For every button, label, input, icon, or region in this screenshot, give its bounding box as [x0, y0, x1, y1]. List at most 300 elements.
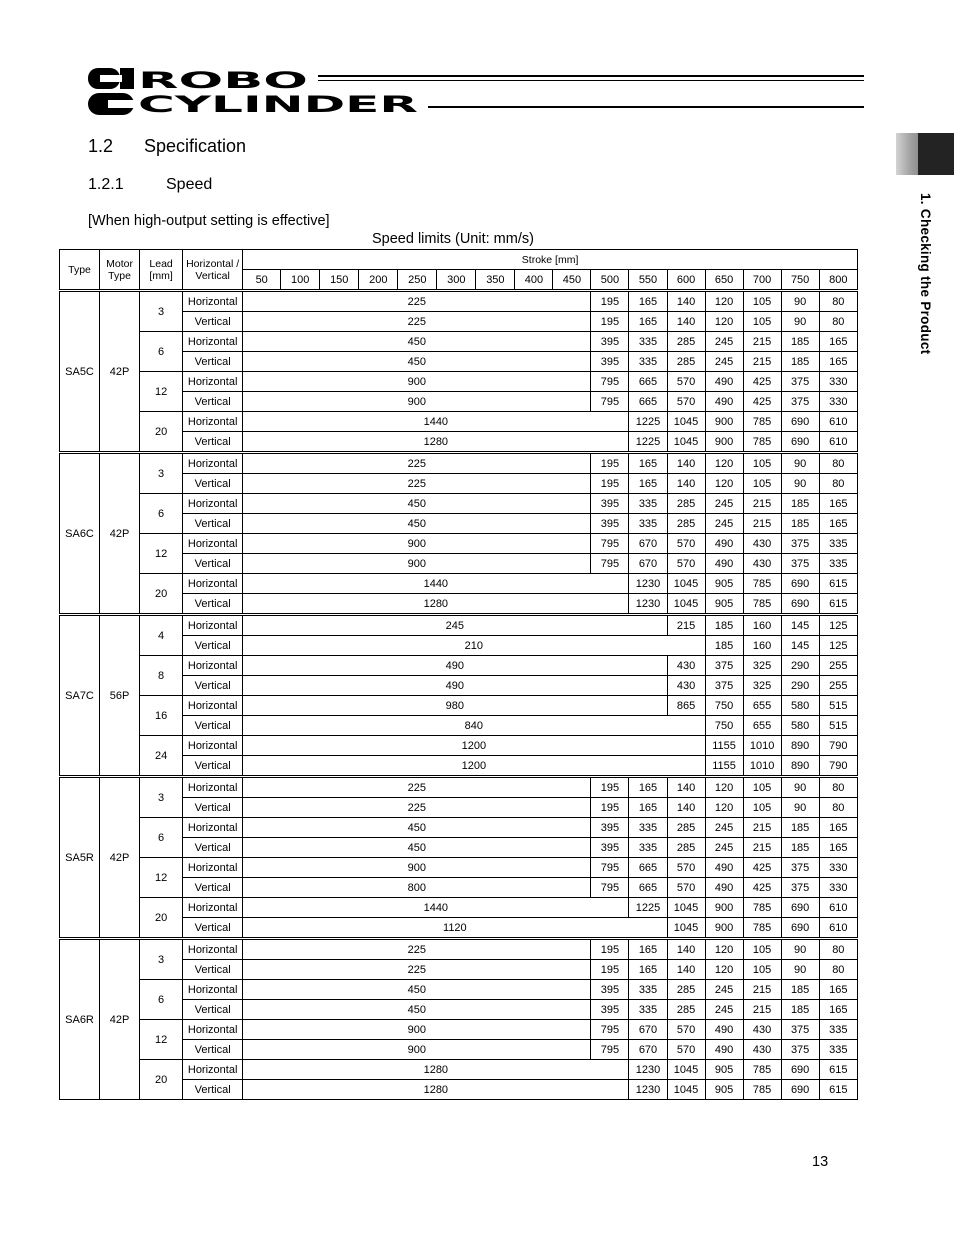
- orientation-cell: Vertical: [183, 636, 243, 656]
- speed-cell: 900: [243, 534, 591, 554]
- speed-cell: 215: [743, 514, 781, 534]
- lead-cell: 20: [140, 1060, 183, 1100]
- lead-cell: 4: [140, 615, 183, 656]
- orientation-cell: Horizontal: [183, 736, 243, 756]
- orientation-cell: Vertical: [183, 352, 243, 372]
- stroke-header-cell: 550: [629, 270, 667, 291]
- speed-cell: 610: [819, 432, 857, 453]
- speed-cell: 335: [629, 332, 667, 352]
- side-tab-gradient: [896, 133, 918, 175]
- speed-cell: 1280: [243, 1060, 629, 1080]
- orientation-cell: Vertical: [183, 838, 243, 858]
- speed-cell: 490: [705, 554, 743, 574]
- speed-cell: 125: [819, 636, 857, 656]
- speed-cell: 195: [591, 777, 629, 798]
- table-row: [60, 736, 858, 756]
- speed-cell: 120: [705, 798, 743, 818]
- orientation-cell: Vertical: [183, 392, 243, 412]
- speed-cell: 785: [743, 574, 781, 594]
- speed-cell: 165: [629, 312, 667, 332]
- section-heading: [88, 136, 246, 157]
- speed-cell: 335: [819, 1040, 857, 1060]
- speed-cell: 1280: [243, 594, 629, 615]
- speed-cell: 325: [743, 656, 781, 676]
- speed-cell: 335: [819, 554, 857, 574]
- speed-cell: 165: [819, 1000, 857, 1020]
- motor-cell: 42P: [100, 453, 140, 615]
- type-cell: SA5R: [60, 777, 100, 939]
- speed-cell: 285: [667, 494, 705, 514]
- motor-cell: 42P: [100, 777, 140, 939]
- speed-cell: 490: [243, 656, 667, 676]
- speed-cell: 140: [667, 291, 705, 312]
- speed-cell: 690: [781, 918, 819, 939]
- table-row: [60, 615, 858, 636]
- lead-cell: 3: [140, 777, 183, 818]
- speed-cell: 165: [819, 818, 857, 838]
- header-lead: Lead [mm]: [140, 250, 183, 291]
- lead-cell: 16: [140, 696, 183, 736]
- speed-cell: 1225: [629, 898, 667, 918]
- speed-cell: 395: [591, 332, 629, 352]
- speed-cell: 375: [705, 656, 743, 676]
- speed-cell: 785: [743, 1060, 781, 1080]
- lead-cell: 24: [140, 736, 183, 777]
- side-tab-block: [918, 133, 954, 175]
- table-row: [60, 574, 858, 594]
- speed-cell: 225: [243, 453, 591, 474]
- orientation-cell: Horizontal: [183, 574, 243, 594]
- speed-cell: 215: [743, 838, 781, 858]
- speed-cell: 425: [743, 878, 781, 898]
- table-row: [60, 858, 858, 878]
- table-row: [60, 291, 858, 312]
- speed-cell: 1230: [629, 594, 667, 615]
- speed-cell: 450: [243, 818, 591, 838]
- speed-cell: 900: [243, 372, 591, 392]
- speed-cell: 790: [819, 736, 857, 756]
- speed-cell: 80: [819, 939, 857, 960]
- orientation-cell: Horizontal: [183, 372, 243, 392]
- speed-cell: 690: [781, 594, 819, 615]
- header-type: Type: [60, 250, 100, 291]
- speed-cell: 195: [591, 474, 629, 494]
- speed-cell: 245: [705, 1000, 743, 1020]
- model-group: [60, 777, 858, 939]
- table-row: [60, 332, 858, 352]
- speed-cell: 1045: [667, 574, 705, 594]
- speed-cell: 285: [667, 838, 705, 858]
- speed-cell: 900: [243, 1040, 591, 1060]
- lead-cell: 12: [140, 372, 183, 412]
- speed-cell: 1230: [629, 1060, 667, 1080]
- speed-cell: 375: [781, 1040, 819, 1060]
- speed-cell: 750: [705, 716, 743, 736]
- speed-cell: 215: [743, 494, 781, 514]
- orientation-cell: Horizontal: [183, 615, 243, 636]
- speed-cell: 165: [629, 474, 667, 494]
- section-number: 1.2: [88, 136, 114, 156]
- speed-cell: 1010: [743, 756, 781, 777]
- speed-cell: 125: [819, 615, 857, 636]
- table-row: [60, 1020, 858, 1040]
- stroke-header-cell: 150: [320, 270, 359, 291]
- speed-cell: 120: [705, 777, 743, 798]
- speed-cell: 450: [243, 1000, 591, 1020]
- speed-limits-table: [59, 249, 858, 1100]
- speed-cell: 185: [781, 838, 819, 858]
- speed-cell: 225: [243, 798, 591, 818]
- orientation-cell: Vertical: [183, 594, 243, 615]
- speed-cell: 430: [743, 554, 781, 574]
- speed-cell: 610: [819, 412, 857, 432]
- speed-cell: 490: [705, 858, 743, 878]
- speed-cell: 215: [743, 818, 781, 838]
- speed-cell: 1010: [743, 736, 781, 756]
- speed-cell: 1045: [667, 1060, 705, 1080]
- speed-cell: 225: [243, 291, 591, 312]
- speed-cell: 330: [819, 392, 857, 412]
- lead-cell: 3: [140, 291, 183, 332]
- page-number: 13: [812, 1154, 829, 1170]
- speed-cell: 185: [781, 494, 819, 514]
- speed-cell: 655: [743, 696, 781, 716]
- speed-cell: 1155: [705, 756, 743, 777]
- speed-cell: 165: [629, 798, 667, 818]
- speed-cell: 335: [629, 1000, 667, 1020]
- orientation-cell: Horizontal: [183, 656, 243, 676]
- speed-cell: 490: [705, 878, 743, 898]
- speed-cell: 165: [629, 453, 667, 474]
- stroke-header-cell: 500: [591, 270, 629, 291]
- speed-cell: 785: [743, 432, 781, 453]
- speed-cell: 335: [629, 494, 667, 514]
- speed-cell: 900: [243, 858, 591, 878]
- header-orientation: Horizontal / Vertical: [183, 250, 243, 291]
- speed-cell: 1280: [243, 1080, 629, 1100]
- speed-cell: 120: [705, 960, 743, 980]
- speed-cell: 215: [743, 352, 781, 372]
- speed-cell: 375: [781, 1020, 819, 1040]
- speed-cell: 335: [819, 534, 857, 554]
- speed-cell: 185: [781, 1000, 819, 1020]
- speed-cell: 330: [819, 858, 857, 878]
- speed-cell: 140: [667, 798, 705, 818]
- speed-cell: 245: [705, 494, 743, 514]
- speed-cell: 325: [743, 676, 781, 696]
- speed-cell: 490: [705, 1020, 743, 1040]
- orientation-cell: Horizontal: [183, 858, 243, 878]
- orientation-cell: Horizontal: [183, 980, 243, 1000]
- speed-cell: 515: [819, 696, 857, 716]
- speed-cell: 670: [629, 554, 667, 574]
- orientation-cell: Vertical: [183, 756, 243, 777]
- header-rule-bottom: [428, 106, 864, 108]
- speed-cell: 80: [819, 291, 857, 312]
- speed-cell: 195: [591, 939, 629, 960]
- speed-cell: 185: [705, 636, 743, 656]
- speed-cell: 1200: [243, 756, 705, 777]
- speed-cell: 140: [667, 939, 705, 960]
- type-cell: SA6R: [60, 939, 100, 1100]
- stroke-header-cell: 200: [359, 270, 398, 291]
- speed-cell: 245: [705, 352, 743, 372]
- type-cell: SA6C: [60, 453, 100, 615]
- speed-cell: 105: [743, 312, 781, 332]
- speed-cell: 255: [819, 656, 857, 676]
- speed-cell: 395: [591, 494, 629, 514]
- type-cell: SA5C: [60, 291, 100, 453]
- model-group: [60, 453, 858, 615]
- table-row: [60, 372, 858, 392]
- table-row: [60, 1060, 858, 1080]
- orientation-cell: Horizontal: [183, 1020, 243, 1040]
- speed-cell: 690: [781, 432, 819, 453]
- speed-cell: 785: [743, 594, 781, 615]
- speed-cell: 450: [243, 352, 591, 372]
- speed-cell: 670: [629, 1020, 667, 1040]
- speed-cell: 785: [743, 918, 781, 939]
- speed-cell: 900: [243, 392, 591, 412]
- speed-cell: 185: [781, 332, 819, 352]
- speed-cell: 215: [743, 980, 781, 1000]
- lead-cell: 6: [140, 980, 183, 1020]
- speed-cell: 490: [705, 372, 743, 392]
- speed-cell: 105: [743, 474, 781, 494]
- speed-cell: 1230: [629, 574, 667, 594]
- speed-cell: 245: [705, 514, 743, 534]
- lead-cell: 20: [140, 412, 183, 453]
- speed-cell: 900: [243, 1020, 591, 1040]
- speed-cell: 665: [629, 858, 667, 878]
- speed-cell: 580: [781, 696, 819, 716]
- speed-cell: 690: [781, 412, 819, 432]
- speed-cell: 450: [243, 980, 591, 1000]
- speed-cell: 840: [243, 716, 705, 736]
- orientation-cell: Horizontal: [183, 291, 243, 312]
- speed-cell: 1280: [243, 432, 629, 453]
- orientation-cell: Vertical: [183, 514, 243, 534]
- speed-cell: 670: [629, 1040, 667, 1060]
- speed-cell: 165: [629, 939, 667, 960]
- speed-cell: 375: [781, 392, 819, 412]
- stroke-header-cell: 400: [515, 270, 553, 291]
- stroke-header-cell: 700: [743, 270, 781, 291]
- speed-cell: 165: [819, 352, 857, 372]
- orientation-cell: Horizontal: [183, 453, 243, 474]
- table-caption: Speed limits (Unit: mm/s): [372, 231, 534, 247]
- table-row: [60, 980, 858, 1000]
- speed-cell: 105: [743, 798, 781, 818]
- speed-cell: 225: [243, 312, 591, 332]
- speed-cell: 665: [629, 392, 667, 412]
- speed-cell: 905: [705, 574, 743, 594]
- table-row: [60, 494, 858, 514]
- section-title: Specification: [144, 136, 247, 156]
- speed-cell: 120: [705, 474, 743, 494]
- speed-cell: 225: [243, 474, 591, 494]
- speed-cell: 185: [781, 352, 819, 372]
- speed-cell: 335: [629, 818, 667, 838]
- speed-cell: 785: [743, 1080, 781, 1100]
- speed-cell: 1225: [629, 412, 667, 432]
- lead-cell: 20: [140, 574, 183, 615]
- speed-cell: 580: [781, 716, 819, 736]
- speed-cell: 905: [705, 594, 743, 615]
- speed-cell: 430: [743, 534, 781, 554]
- speed-cell: 1045: [667, 432, 705, 453]
- motor-cell: 42P: [100, 291, 140, 453]
- speed-cell: 490: [705, 392, 743, 412]
- speed-cell: 160: [743, 615, 781, 636]
- speed-cell: 375: [781, 878, 819, 898]
- speed-cell: 245: [705, 980, 743, 1000]
- speed-cell: 690: [781, 1060, 819, 1080]
- speed-cell: 90: [781, 474, 819, 494]
- subsection-number: 1.2.1: [88, 176, 124, 193]
- speed-cell: 225: [243, 777, 591, 798]
- orientation-cell: Horizontal: [183, 898, 243, 918]
- orientation-cell: Vertical: [183, 676, 243, 696]
- stroke-header-cell: 50: [243, 270, 281, 291]
- speed-cell: 395: [591, 1000, 629, 1020]
- speed-cell: 245: [243, 615, 667, 636]
- speed-cell: 80: [819, 453, 857, 474]
- table-row: [60, 412, 858, 432]
- header-rule-top-2: [318, 80, 864, 81]
- speed-cell: 430: [667, 656, 705, 676]
- speed-cell: 140: [667, 474, 705, 494]
- speed-cell: 450: [243, 838, 591, 858]
- speed-cell: 1045: [667, 594, 705, 615]
- speed-cell: 215: [743, 1000, 781, 1020]
- speed-cell: 335: [629, 352, 667, 372]
- speed-cell: 450: [243, 514, 591, 534]
- orientation-cell: Vertical: [183, 312, 243, 332]
- stroke-header-cell: 450: [553, 270, 591, 291]
- model-group: [60, 939, 858, 1100]
- speed-cell: 905: [705, 1060, 743, 1080]
- speed-cell: 120: [705, 312, 743, 332]
- speed-cell: 255: [819, 676, 857, 696]
- orientation-cell: Horizontal: [183, 494, 243, 514]
- speed-cell: 570: [667, 1020, 705, 1040]
- speed-cell: 285: [667, 352, 705, 372]
- subsection-title: Speed: [166, 176, 213, 193]
- speed-cell: 145: [781, 615, 819, 636]
- speed-cell: 795: [591, 858, 629, 878]
- orientation-cell: Vertical: [183, 474, 243, 494]
- speed-cell: 225: [243, 960, 591, 980]
- speed-cell: 900: [705, 898, 743, 918]
- lead-cell: 8: [140, 656, 183, 696]
- header-stroke: Stroke [mm]: [243, 250, 858, 270]
- speed-cell: 120: [705, 291, 743, 312]
- speed-cell: 1440: [243, 574, 629, 594]
- lead-cell: 6: [140, 494, 183, 534]
- speed-cell: 165: [819, 494, 857, 514]
- speed-cell: 900: [705, 432, 743, 453]
- speed-cell: 195: [591, 453, 629, 474]
- speed-cell: 195: [591, 798, 629, 818]
- speed-cell: 750: [705, 696, 743, 716]
- speed-cell: 105: [743, 453, 781, 474]
- speed-cell: 1200: [243, 736, 705, 756]
- stroke-header-cell: 100: [281, 270, 320, 291]
- speed-cell: 285: [667, 332, 705, 352]
- lead-cell: 6: [140, 332, 183, 372]
- speed-cell: 615: [819, 594, 857, 615]
- speed-cell: 375: [781, 858, 819, 878]
- speed-cell: 665: [629, 878, 667, 898]
- speed-cell: 490: [705, 534, 743, 554]
- speed-cell: 90: [781, 453, 819, 474]
- table-row: [60, 898, 858, 918]
- speed-cell: 865: [667, 696, 705, 716]
- speed-cell: 375: [781, 554, 819, 574]
- speed-cell: 900: [705, 918, 743, 939]
- speed-cell: 210: [243, 636, 705, 656]
- speed-cell: 165: [819, 332, 857, 352]
- speed-cell: 80: [819, 777, 857, 798]
- orientation-cell: Vertical: [183, 1040, 243, 1060]
- speed-cell: 375: [781, 534, 819, 554]
- speed-cell: 785: [743, 898, 781, 918]
- speed-cell: 795: [591, 1040, 629, 1060]
- speed-cell: 665: [629, 372, 667, 392]
- stroke-header-cell: 350: [476, 270, 515, 291]
- speed-cell: 90: [781, 777, 819, 798]
- orientation-cell: Horizontal: [183, 696, 243, 716]
- speed-cell: 285: [667, 980, 705, 1000]
- orientation-cell: Vertical: [183, 960, 243, 980]
- lead-cell: 12: [140, 858, 183, 898]
- speed-cell: 615: [819, 1080, 857, 1100]
- speed-cell: 890: [781, 736, 819, 756]
- speed-cell: 795: [591, 372, 629, 392]
- speed-cell: 430: [667, 676, 705, 696]
- speed-cell: 185: [705, 615, 743, 636]
- stroke-header-cell: 650: [705, 270, 743, 291]
- speed-cell: 515: [819, 716, 857, 736]
- orientation-cell: Horizontal: [183, 939, 243, 960]
- speed-cell: 105: [743, 291, 781, 312]
- model-group: [60, 615, 858, 777]
- stroke-header-cell: 600: [667, 270, 705, 291]
- speed-cell: 90: [781, 312, 819, 332]
- speed-cell: 425: [743, 858, 781, 878]
- header-rule-top-1: [318, 75, 864, 77]
- speed-cell: 490: [705, 1040, 743, 1060]
- speed-cell: 285: [667, 818, 705, 838]
- speed-cell: 105: [743, 960, 781, 980]
- speed-cell: 395: [591, 514, 629, 534]
- orientation-cell: Vertical: [183, 432, 243, 453]
- speed-cell: 670: [629, 534, 667, 554]
- stroke-header-cell: 250: [398, 270, 437, 291]
- speed-cell: 395: [591, 352, 629, 372]
- speed-cell: 105: [743, 939, 781, 960]
- speed-cell: 165: [629, 960, 667, 980]
- orientation-cell: Horizontal: [183, 332, 243, 352]
- speed-cell: 165: [819, 838, 857, 858]
- speed-cell: 335: [819, 1020, 857, 1040]
- speed-cell: 1045: [667, 1080, 705, 1100]
- lead-cell: 3: [140, 453, 183, 494]
- speed-cell: 195: [591, 291, 629, 312]
- orientation-cell: Horizontal: [183, 777, 243, 798]
- speed-cell: 430: [743, 1020, 781, 1040]
